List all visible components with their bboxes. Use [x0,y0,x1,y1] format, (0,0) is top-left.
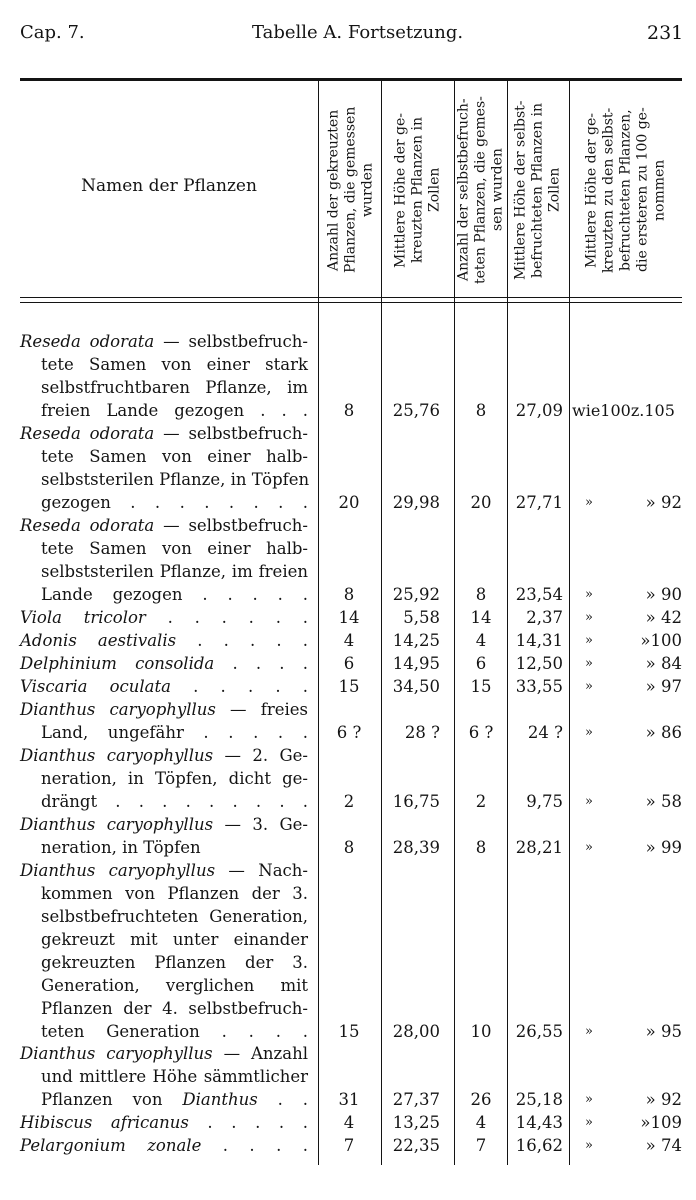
plant-name [20,859,308,1043]
self-height-cell: 9,75 [526,792,563,811]
self-count-cell: 6 ? [468,723,494,742]
ratio-ditto-cell: » [585,610,593,625]
plant-name-line [20,790,308,813]
ratio-ditto-cell: » [585,1024,593,1039]
ratio-cell: » 90 [645,585,682,604]
plant-name-line [20,629,308,652]
plant-name-line [20,767,308,790]
plant-name-line [20,698,308,721]
self-count-cell: 14 [470,608,492,627]
ratio-ditto-cell: » [585,679,593,694]
crossed-height-cell: 28,39 [392,838,440,857]
plant-name-line [20,537,308,560]
self-count-cell: 8 [475,585,487,604]
crossed-height-cell: 14,95 [392,654,440,673]
description-text: kommen von Pflanzen der 3. [41,884,308,903]
species-name: Dianthus caryophyllus [20,746,214,765]
table-top-rule [20,78,682,81]
ratio-cell: » 58 [645,792,682,811]
ratio-ditto-cell: » [585,495,593,510]
ratio-ditto-cell: » [585,1115,593,1130]
column-divider [381,80,382,1165]
crossed-height-cell: 14,25 [392,631,440,650]
crossed-height-cell: 13,25 [392,1113,440,1132]
description-text: — selbstbefruch- [154,516,308,535]
column-header-self-height [509,86,567,294]
ratio-cell: »109 [640,1113,682,1132]
column-divider [318,80,319,1165]
description-text: selbstfruchtbaren Pflanze, im [41,378,308,397]
crossed-height-cell: 25,92 [392,585,440,604]
crossed-height-cell: 28 ? [404,723,440,742]
description-text: . . . . . . [145,608,308,627]
species-name: Reseda odorata [20,516,155,535]
crossed-count-cell: 2 [343,792,355,811]
description-text: gekreuzt mit unter einander [41,930,308,949]
crossed-height-cell: 16,75 [392,792,440,811]
self-count-cell: 8 [475,838,487,857]
plant-name-line [20,468,308,491]
self-height-cell: 24 ? [527,723,563,742]
description-text: freien Lande gezogen . . . [41,401,308,420]
description-text: Pflanzen der 4. selbstbefruch- [41,999,308,1018]
column-header-line: Mittlere Höhe der ge- [583,112,600,268]
plant-name-line [20,583,308,606]
crossed-height-cell: 25,76 [392,401,440,420]
plant-name-line [20,721,308,744]
self-count-cell: 4 [475,631,487,650]
plant-name-line [20,928,308,951]
species-name: Hibiscus africanus [20,1113,189,1132]
self-height-cell: 12,50 [515,654,563,673]
description-text: teten Generation . . . . [41,1022,308,1041]
self-count-cell: 20 [470,493,492,512]
ratio-ditto-cell: » [585,633,593,648]
plant-name [20,629,308,652]
self-count-cell: 6 [475,654,487,673]
description-text: tete Samen von einer halb- [41,539,308,558]
crossed-height-cell: 28,00 [392,1022,440,1041]
plant-name-line [20,1088,308,1111]
ratio-cell: wie100z.105 [572,401,675,420]
crossed-count-cell: 6 ? [336,723,362,742]
description-text: . . [257,1090,308,1109]
plant-name-line [20,399,308,422]
description-text: neration, in Töpfen, dicht ge- [41,769,308,788]
crossed-count-cell: 8 [343,838,355,857]
plant-name [20,1111,308,1134]
ratio-ditto-cell: » [585,840,593,855]
self-height-cell: 16,62 [515,1136,563,1155]
description-text: — selbstbefruch- [154,424,308,443]
column-header-line: wurden [359,163,376,217]
description-text: — selbstbefruch- [154,332,308,351]
ratio-cell: » 42 [645,608,682,627]
column-divider [569,80,570,1165]
crossed-count-cell: 8 [343,585,355,604]
plant-name [20,675,308,698]
self-count-cell: 15 [470,677,492,696]
header-rule-upper [20,297,682,298]
column-divider [507,80,508,1165]
species-name: Dianthus caryophyllus [20,700,216,719]
plant-name [20,813,308,859]
crossed-count-cell: 31 [338,1090,360,1109]
column-header-line: Zollen [426,167,443,213]
plant-name-line [20,652,308,675]
column-header-line: Pflanzen, die gemessen [342,106,359,274]
description-text: . . . . . [188,1113,308,1132]
description-text: tete Samen von einer halb- [41,447,308,466]
self-height-cell: 25,18 [515,1090,563,1109]
self-height-cell: 28,21 [515,838,563,857]
crossed-count-cell: 7 [343,1136,355,1155]
self-count-cell: 10 [470,1022,492,1041]
plant-name [20,1042,308,1111]
plant-name-line [20,974,308,997]
species-name: Pelargonium zonale [20,1136,202,1155]
plant-name-line [20,376,308,399]
crossed-count-cell: 20 [338,493,360,512]
ratio-cell: » 97 [645,677,682,696]
column-header-line: Mittlere Höhe der selbst- [512,100,529,280]
crossed-count-cell: 4 [343,631,355,650]
plant-name-line [20,330,308,353]
plant-name-line [20,997,308,1020]
description-text: — 3. Ge- [213,815,309,834]
species-name: Viola tricolor [20,608,146,627]
running-title: Tabelle A. Fortsetzung. [252,22,464,43]
ratio-cell: » 92 [645,1090,682,1109]
species-name: Adonis aestivalis [20,631,177,650]
column-header-line: nommen [651,159,668,221]
plant-name-line [20,1134,308,1157]
species-name: Reseda odorata [20,332,155,351]
species-name: Viscaria oculata [20,677,171,696]
column-header-line: befruchteten Pflanzen, [617,109,634,271]
ratio-cell: »100 [640,631,682,650]
self-height-cell: 23,54 [515,585,563,604]
self-height-cell: 27,09 [515,401,563,420]
crossed-height-cell: 22,35 [392,1136,440,1155]
description-text: — 2. Ge- [213,746,309,765]
plant-name-line [20,905,308,928]
chapter-label: Cap. 7. [20,22,85,43]
plant-name-line [20,675,308,698]
plant-name [20,422,308,514]
column-header-crossed-count [323,86,379,294]
plant-name-line [20,606,308,629]
ratio-cell: » 92 [645,493,682,512]
species-name: Dianthus caryophyllus [20,1044,213,1063]
plant-name [20,514,308,606]
description-text: drängt . . . . . . . . . [41,792,308,811]
description-text: . . . . . [176,631,309,650]
plant-name-line [20,1020,308,1043]
header-rule-lower [20,302,682,303]
description-text: und mittlere Höhe sämmtlicher [41,1067,308,1086]
column-header-self-count [456,86,506,294]
self-count-cell: 7 [475,1136,487,1155]
plant-name [20,652,308,675]
crossed-height-cell: 5,58 [403,608,440,627]
crossed-count-cell: 8 [343,401,355,420]
species-name: Reseda odorata [20,424,155,443]
description-text: — freies [215,700,308,719]
column-header-line: sen wurden [489,148,506,232]
column-header-line: die ersteren zu 100 ge- [634,107,651,273]
plant-name-line [20,1111,308,1134]
self-count-cell: 8 [475,401,487,420]
plant-name-line [20,836,308,859]
description-text: . . . . [214,654,308,673]
plant-name-line [20,353,308,376]
plant-name-line [20,859,308,882]
ratio-ditto-cell: » [585,1138,593,1153]
description-text: Land, ungefähr . . . . . [41,723,308,742]
ratio-ditto-cell: » [585,794,593,809]
description-text: Generation, verglichen mit [41,976,308,995]
self-count-cell: 2 [475,792,487,811]
plant-name-line [20,1042,308,1065]
ratio-cell: » 95 [645,1022,682,1041]
plant-name-line [20,560,308,583]
description-text: — Nach- [215,861,308,880]
description-text: Lande gezogen . . . . . [41,585,308,604]
ratio-ditto-cell: » [585,725,593,740]
column-header-line: Mittlere Höhe der ge- [392,112,409,268]
plant-name-line [20,951,308,974]
self-height-cell: 14,31 [515,631,563,650]
crossed-count-cell: 15 [338,1022,360,1041]
crossed-height-cell: 29,98 [392,493,440,512]
self-count-cell: 26 [470,1090,492,1109]
species-name: Delphinium consolida [20,654,215,673]
plant-name [20,606,308,629]
plant-name-line [20,445,308,468]
self-height-cell: 33,55 [515,677,563,696]
description-text: neration, in Töpfen [41,838,201,857]
description-text: . . . . [201,1136,308,1155]
species-name: Dianthus caryophyllus [20,861,216,880]
self-count-cell: 4 [475,1113,487,1132]
crossed-height-cell: 34,50 [392,677,440,696]
species-name: Dianthus caryophyllus [20,815,214,834]
description-text: gezogen . . . . . . . . [41,493,308,512]
plant-name [20,698,308,744]
crossed-count-cell: 15 [338,677,360,696]
plant-name-line [20,813,308,836]
plant-name-line [20,422,308,445]
self-height-cell: 26,55 [515,1022,563,1041]
ratio-cell: » 84 [645,654,682,673]
plant-name [20,1134,308,1157]
species-name: Dianthus [182,1090,258,1109]
crossed-count-cell: 6 [343,654,355,673]
ratio-cell: » 74 [645,1136,682,1155]
column-header-name: Namen der Pflanzen [81,176,257,196]
plant-name-line [20,514,308,537]
description-text: selbststerilen Pflanze, in Töpfen [41,470,310,489]
column-header-line: befruchteten Pflanzen in [529,102,546,278]
column-header-line: kreuzten Pflanzen in [409,117,426,263]
ratio-cell: » 99 [645,838,682,857]
description-text: gekreuzten Pflanzen der 3. [41,953,308,972]
column-header-line: kreuzten zu den selbst- [600,107,617,273]
self-height-cell: 27,71 [515,493,563,512]
column-header-ratio [572,86,680,294]
column-header-line: Anzahl der selbstbefruch- [455,98,472,282]
ratio-ditto-cell: » [585,656,593,671]
description-text: . . . . . [171,677,308,696]
plant-name [20,744,308,813]
plant-name-line [20,491,308,514]
column-header-line: teten Pflanzen, die gemes- [472,96,489,284]
plant-name-line [20,882,308,905]
plant-name [20,330,308,422]
plant-name-line [20,744,308,767]
self-height-cell: 2,37 [526,608,563,627]
ratio-ditto-cell: » [585,587,593,602]
description-text: Pflanzen von [41,1090,183,1109]
ratio-ditto-cell: » [585,1092,593,1107]
column-header-line: Zollen [546,167,563,213]
column-header-line: Anzahl der gekreuzten [325,109,342,271]
plant-name-line [20,1065,308,1088]
page-number: 231 [647,22,684,44]
description-text: selbstbefruchteten Generation, [41,907,308,926]
column-header-crossed-height [385,86,451,294]
description-text: tete Samen von einer stark [41,355,308,374]
crossed-height-cell: 27,37 [392,1090,440,1109]
crossed-count-cell: 14 [338,608,360,627]
ratio-cell: » 86 [645,723,682,742]
self-height-cell: 14,43 [515,1113,563,1132]
description-text: — Anzahl [212,1044,308,1063]
description-text: selbststerilen Pflanze, im freien [41,562,308,581]
crossed-count-cell: 4 [343,1113,355,1132]
